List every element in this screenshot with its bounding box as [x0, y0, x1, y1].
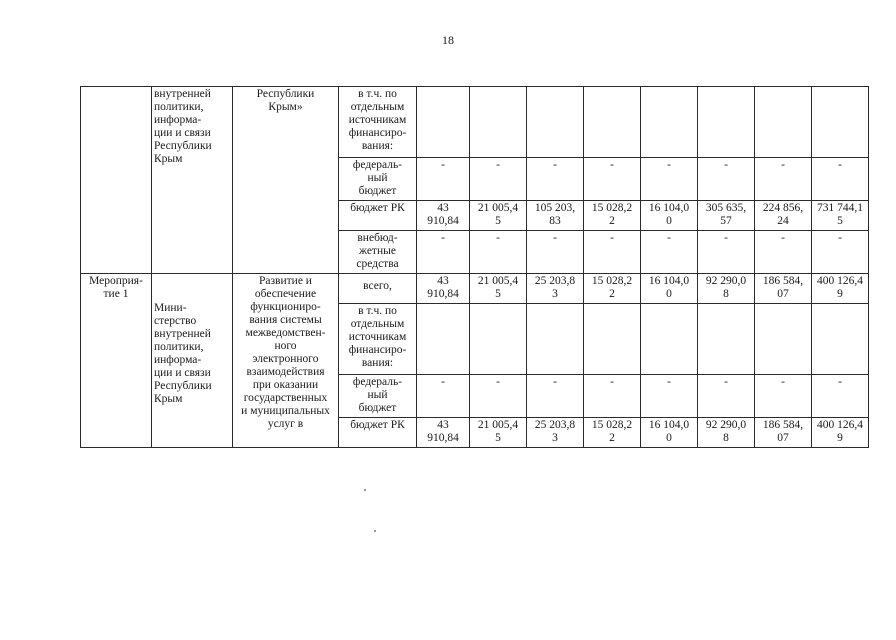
source-cell: всего,: [339, 274, 417, 304]
value-cell: [641, 304, 698, 375]
source-cell: в т.ч. по отдельным источникам финансиро- вания:: [339, 87, 417, 158]
source-cell: в т.ч. по отдельным источникам финансиро- вания:: [339, 304, 417, 375]
value-cell: 25 203,8 3: [527, 274, 584, 304]
value-cell: -: [755, 158, 812, 201]
value-cell: 43 910,84: [417, 274, 470, 304]
value-cell: 16 104,0 0: [641, 201, 698, 231]
value-cell: [698, 87, 755, 158]
value-cell: -: [527, 375, 584, 418]
scan-speck: [364, 489, 366, 491]
value-cell: -: [698, 158, 755, 201]
page-number: 18: [442, 33, 454, 47]
value-cell: [417, 304, 470, 375]
value-cell: [812, 304, 869, 375]
program-cell: Республики Крым»: [233, 87, 339, 274]
value-cell: -: [698, 231, 755, 274]
value-cell: 43 910,84: [417, 418, 470, 448]
value-cell: 105 203, 83: [527, 201, 584, 231]
value-cell: 224 856, 24: [755, 201, 812, 231]
value-cell: -: [812, 375, 869, 418]
scan-speck: [374, 530, 376, 532]
value-cell: -: [584, 158, 641, 201]
value-cell: [584, 87, 641, 158]
source-cell: федераль- ный бюджет: [339, 158, 417, 201]
value-cell: -: [527, 231, 584, 274]
value-cell: 21 005,4 5: [470, 418, 527, 448]
source-cell: бюджет РК: [339, 418, 417, 448]
value-cell: -: [755, 231, 812, 274]
value-cell: -: [641, 375, 698, 418]
value-cell: -: [755, 375, 812, 418]
value-cell: 43 910,84: [417, 201, 470, 231]
value-cell: [470, 87, 527, 158]
value-cell: [698, 304, 755, 375]
value-cell: [470, 304, 527, 375]
value-cell: 400 126,4 9: [812, 274, 869, 304]
value-cell: 400 126,4 9: [812, 418, 869, 448]
value-cell: [812, 87, 869, 158]
measure-cell: Мероприя- тие 1: [81, 274, 152, 448]
value-cell: 731 744,1 5: [812, 201, 869, 231]
value-cell: [527, 87, 584, 158]
value-cell: 16 104,0 0: [641, 274, 698, 304]
value-cell: -: [698, 375, 755, 418]
value-cell: 186 584, 07: [755, 418, 812, 448]
value-cell: 25 203,8 3: [527, 418, 584, 448]
table-row: [81, 87, 869, 158]
source-cell: внебюд- жетные средства: [339, 231, 417, 274]
program-cell: Развитие и обеспечение функциониро- вания системы межведомствен- ного электронного взаимодействия при оказании государственных и муниципальных услуг в: [233, 274, 339, 448]
value-cell: 92 290,0 8: [698, 418, 755, 448]
value-cell: [584, 304, 641, 375]
value-cell: -: [417, 231, 470, 274]
value-cell: -: [470, 375, 527, 418]
value-cell: 15 028,2 2: [584, 274, 641, 304]
value-cell: 15 028,2 2: [584, 201, 641, 231]
value-cell: 21 005,4 5: [470, 274, 527, 304]
value-cell: -: [812, 231, 869, 274]
value-cell: 15 028,2 2: [584, 418, 641, 448]
value-cell: -: [641, 231, 698, 274]
value-cell: -: [417, 375, 470, 418]
value-cell: -: [812, 158, 869, 201]
value-cell: [755, 304, 812, 375]
value-cell: [755, 87, 812, 158]
value-cell: -: [417, 158, 470, 201]
value-cell: 16 104,0 0: [641, 418, 698, 448]
value-cell: 21 005,4 5: [470, 201, 527, 231]
table-row: [81, 274, 869, 304]
executor-cell: внутренней политики, информа- ции и связи Республики Крым: [152, 87, 233, 274]
value-cell: 92 290,0 8: [698, 274, 755, 304]
value-cell: -: [527, 158, 584, 201]
measure-cell: [81, 87, 152, 274]
value-cell: 305 635, 57: [698, 201, 755, 231]
value-cell: [641, 87, 698, 158]
source-cell: федераль- ный бюджет: [339, 375, 417, 418]
value-cell: -: [470, 231, 527, 274]
value-cell: -: [584, 231, 641, 274]
value-cell: -: [641, 158, 698, 201]
budget-table: [80, 86, 869, 448]
value-cell: 186 584, 07: [755, 274, 812, 304]
executor-cell: Мини- стерство внутренней политики, информа- ции и связи Республики Крым: [152, 274, 233, 448]
value-cell: -: [470, 158, 527, 201]
source-cell: бюджет РК: [339, 201, 417, 231]
value-cell: [527, 304, 584, 375]
value-cell: -: [584, 375, 641, 418]
value-cell: [417, 87, 470, 158]
